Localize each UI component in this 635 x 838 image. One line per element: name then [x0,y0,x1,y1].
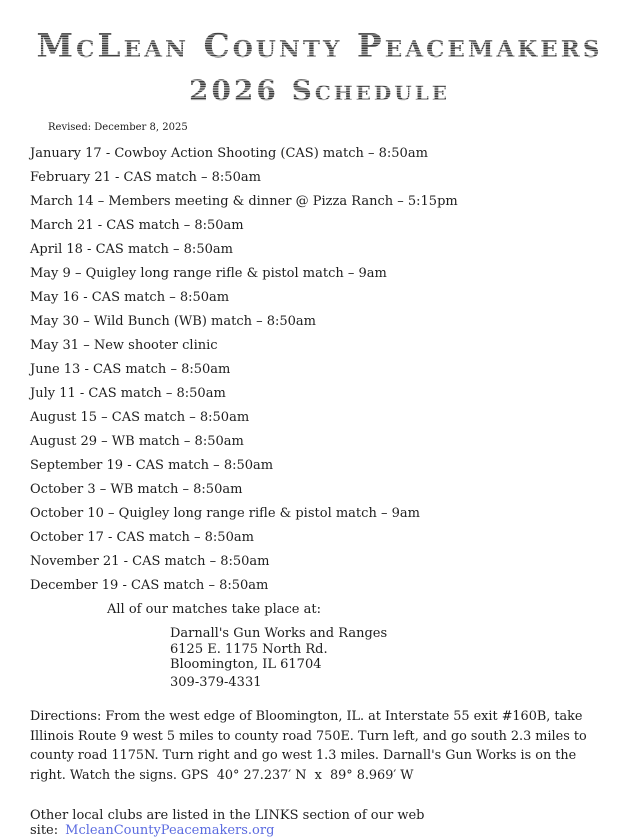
schedule-item: March 14 – Members meeting & dinner @ Pizza Ranch – 5:15pm [30,194,458,209]
schedule-item: May 16 - CAS match – 8:50am [30,290,230,305]
venue-address-block [170,626,609,690]
venue-phone: 309-379-4331 [170,674,262,690]
schedule-item: September 19 - CAS match – 8:50am [30,458,274,473]
schedule-item: May 30 – Wild Bunch (WB) match – 8:50am [30,314,317,329]
revised-date: Revised: December 8, 2025 [48,122,188,133]
schedule-item: November 21 - CAS match – 8:50am [30,554,270,569]
schedule-item: May 31 – New shooter clinic [30,338,218,353]
schedule-item: June 13 - CAS match – 8:50am [30,362,231,377]
schedule-item: August 29 – WB match – 8:50am [30,434,244,449]
schedule-item: October 3 – WB match – 8:50am [30,482,243,497]
document-subtitle: 2026 Schedule [30,74,609,107]
venue-intro: All of our matches take place at: [107,602,321,617]
schedule-item: April 18 - CAS match – 8:50am [30,242,233,257]
schedule-item: May 9 – Quigley long range rifle & pistol match – 9am [30,266,387,281]
schedule-item: February 21 - CAS match – 8:50am [30,170,261,185]
schedule-item: December 19 - CAS match – 8:50am [30,578,269,593]
footer-line [30,808,609,838]
document-title: McLean County Peacemakers [30,26,609,65]
schedule-item: March 21 - CAS match – 8:50am [30,218,244,233]
directions-paragraph: Directions: From the west edge of Bloomington, IL. at Interstate 55 exit #160B, take Illinois Route 9 west 5 miles to county road 750E. Turn left, and go south 2.3 miles to county road 1175N. Turn right and go west 1.3 miles. Darnall's Gun Works is on the right. Watch the signs. GPS 40° 27.237′ N x 89° 8.969′ W [30,709,591,783]
schedule-item: October 10 – Quigley long range rifle & pistol match – 9am [30,506,420,521]
schedule-item: January 17 - Cowboy Action Shooting (CAS) match – 8:50am [30,146,428,161]
venue-street: 6125 E. 1175 North Rd. [170,641,328,657]
footer-text: Other local clubs are listed in the LINKS section of our web site: [30,808,425,838]
schedule-item: October 17 - CAS match – 8:50am [30,530,254,545]
website-link[interactable]: McleanCountyPeacemakers.org [65,823,275,838]
venue-city: Bloomington, IL 61704 [170,657,322,672]
venue-name: Darnall's Gun Works and Ranges [170,626,388,641]
schedule-item: July 11 - CAS match – 8:50am [30,386,226,401]
schedule-item: August 15 – CAS match – 8:50am [30,410,250,425]
schedule-list [30,142,609,598]
